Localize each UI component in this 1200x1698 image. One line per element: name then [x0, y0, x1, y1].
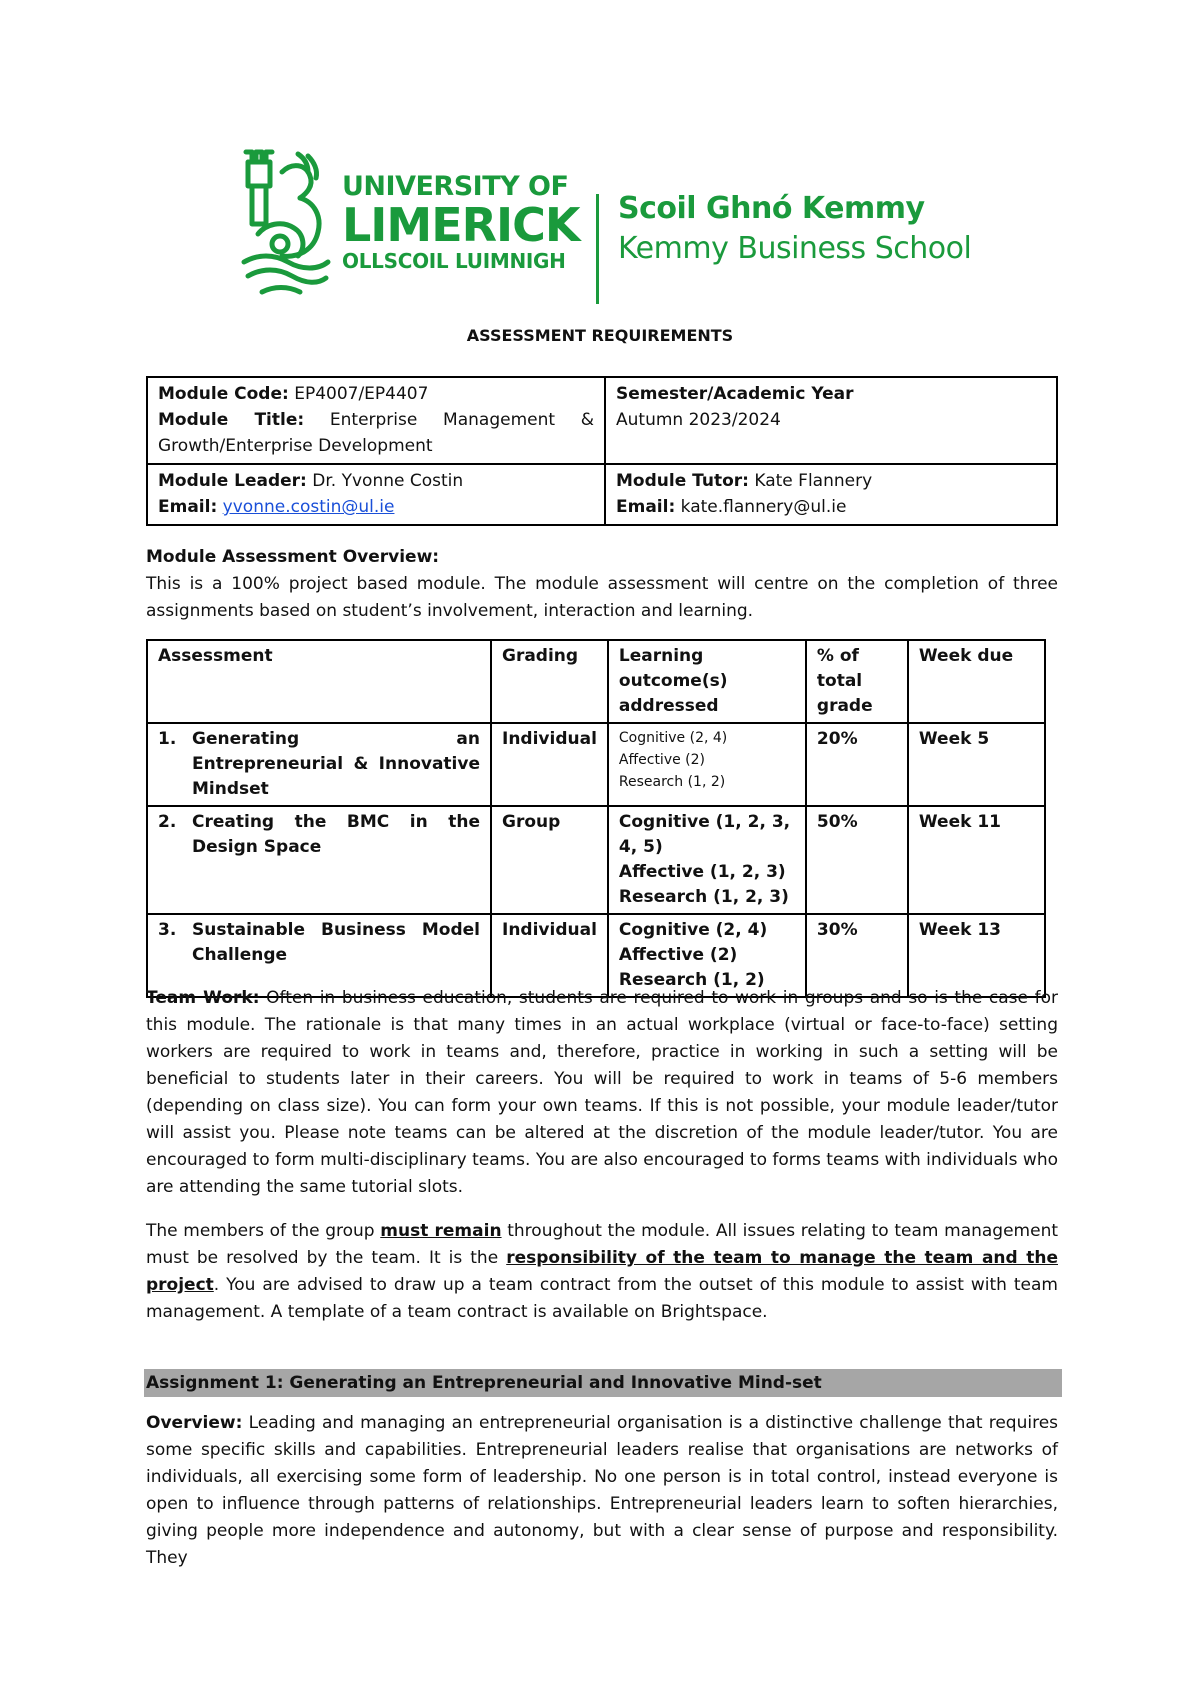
- header-learning-outcomes: Learning outcome(s) addressed: [608, 640, 806, 723]
- school-name-irish: Scoil Ghnó Kemmy: [618, 191, 925, 226]
- module-title-label: Module Title:: [158, 410, 305, 430]
- percent-cell: 30%: [806, 914, 908, 997]
- tutor-cell: [605, 464, 1057, 525]
- module-title-value-line2: Growth/Enterprise Development: [158, 436, 433, 456]
- overview-section: [146, 544, 1058, 625]
- members-emphasis-2: responsibility of the team to manage the team and the project: [146, 1248, 1058, 1295]
- assignment1-heading: Assignment 1: Generating an Entrepreneurial and Innovative Mind-set: [144, 1369, 1062, 1397]
- assessment-table: [146, 639, 1046, 998]
- outcome-affective: Affective (1, 2, 3): [618, 862, 786, 882]
- outcome-affective: Affective (2): [618, 752, 705, 768]
- outcome-research: Research (1, 2, 3): [618, 887, 789, 907]
- table-row: [147, 806, 1045, 914]
- module-code-value: EP4007/EP4407: [294, 384, 429, 404]
- week-cell: Week 5: [908, 723, 1045, 806]
- module-code-title-cell: [147, 377, 605, 464]
- grading-cell: Individual: [491, 723, 608, 806]
- tutor-email-value: kate.flannery@ul.ie: [680, 497, 847, 517]
- page-title: ASSESSMENT REQUIREMENTS: [466, 326, 734, 345]
- outcome-cognitive: Cognitive (2, 4): [618, 920, 768, 940]
- leader-label: Module Leader:: [158, 471, 307, 491]
- leader-email-label: Email:: [158, 497, 218, 517]
- header-percent: % of total grade: [806, 640, 908, 723]
- table-row: [147, 377, 1057, 464]
- week-cell: Week 13: [908, 914, 1045, 997]
- overview-text: This is a 100% project based module. The module assessment will centre on the completion of three assignments based on student’s involvement, interaction and learning.: [146, 574, 1058, 621]
- assessment-name-cell: [147, 723, 491, 806]
- university-name: [342, 172, 580, 274]
- university-crest-icon: [238, 142, 333, 304]
- logo-divider: [596, 194, 599, 304]
- module-code-label: Module Code:: [158, 384, 289, 404]
- teamwork-text: Often in business education, students are required to work in groups and so is the case for this module. The rationale is that many times in an actual workplace (virtual or face-to-face) setting workers are required to work in teams and, therefore, practice in working in such a setting will be beneficial to students later in their careers. You will be required to work in teams of 5-6 members (depending on class size). You can form your own teams. If this is not possible, your module leader/tutor will assist you. Please note teams can be altered at the discretion of the module leader/tutor. You are encouraged to form multi-disciplinary teams. You are also encouraged to forms teams with individuals who are attending the same tutorial slots.: [146, 988, 1058, 1197]
- outcome-research: Research (1, 2): [618, 774, 726, 790]
- university-logo: [238, 142, 978, 307]
- assignment1-overview-text: Leading and managing an entrepreneurial organisation is a distinctive challenge that requires some specific skills and capabilities. Entrepreneurial leaders realise that organisations are networks of individuals, all exercising some form of leadership. No one person is in total control, instead everyone is open to influence through patterns of relationships. Entrepreneurial leaders learn to soften hierarchies, giving people more independence and autonomy, but with a clear sense of purpose and responsibility. They: [146, 1413, 1059, 1568]
- row-number: 2.: [158, 812, 177, 832]
- assessment-name: Creating the BMC in the Design Space: [192, 812, 480, 857]
- outcomes-cell: [608, 723, 806, 806]
- outcome-cognitive: Cognitive (2, 4): [618, 730, 728, 746]
- module-code: [158, 381, 594, 407]
- header-week-due: Week due: [908, 640, 1045, 723]
- table-row: [147, 723, 1045, 806]
- school-name-english: Kemmy Business School: [618, 231, 972, 266]
- outcomes-cell: [608, 806, 806, 914]
- row-number: 1.: [158, 729, 177, 749]
- members-text-3: . You are advised to draw up a team contract from the outset of this module to assist with team management. A template of a team contract is available on Brightspace.: [146, 1275, 1058, 1322]
- members-paragraph: [146, 1218, 1058, 1326]
- table-row: [147, 464, 1057, 525]
- week-cell: Week 11: [908, 806, 1045, 914]
- grading-cell: Group: [491, 806, 608, 914]
- leader-value: Dr. Yvonne Costin: [312, 471, 464, 491]
- members-text-2: throughout the module. All issues relating to team management must be resolved by the team. It is the: [146, 1221, 1059, 1268]
- header-grading: Grading: [491, 640, 608, 723]
- leader-cell: [147, 464, 605, 525]
- members-text-1: The members of the group: [146, 1221, 375, 1241]
- logo-line-1: UNIVERSITY OF: [342, 171, 569, 202]
- header-assessment: Assessment: [147, 640, 491, 723]
- semester-value: Autumn 2023/2024: [616, 410, 781, 430]
- outcome-cognitive: Cognitive (1, 2, 3, 4, 5): [618, 812, 791, 857]
- teamwork-label: Team Work:: [146, 988, 260, 1008]
- tutor-email-label: Email:: [616, 497, 676, 517]
- assessment-name: Sustainable Business Model Challenge: [192, 920, 480, 965]
- assignment1-overview: [146, 1410, 1058, 1572]
- module-info-table: [146, 376, 1058, 526]
- overview-heading: Module Assessment Overview:: [146, 547, 440, 567]
- grading-cell: Individual: [491, 914, 608, 997]
- leader-email-link[interactable]: yvonne.costin@ul.ie: [222, 497, 395, 517]
- school-name: [618, 188, 971, 268]
- row-number: 3.: [158, 920, 177, 940]
- tutor-value: Kate Flannery: [754, 471, 873, 491]
- module-title: [158, 407, 594, 433]
- percent-cell: 20%: [806, 723, 908, 806]
- semester-cell: [605, 377, 1057, 464]
- percent-cell: 50%: [806, 806, 908, 914]
- outcome-research: Research (1, 2): [618, 970, 765, 990]
- outcome-affective: Affective (2): [618, 945, 738, 965]
- teamwork-paragraph: [146, 985, 1058, 1201]
- members-emphasis-1: must remain: [380, 1221, 502, 1241]
- assessment-name-cell: [147, 806, 491, 914]
- tutor-label: Module Tutor:: [616, 471, 749, 491]
- logo-line-3: OLLSCOIL LUIMNIGH: [342, 249, 566, 273]
- table-header-row: [147, 640, 1045, 723]
- module-title-value-line1: Enterprise Management &: [329, 410, 595, 430]
- semester-label: Semester/Academic Year: [616, 384, 854, 404]
- logo-line-2: LIMERICK: [342, 198, 580, 252]
- assessment-name: Generating an Entrepreneurial & Innovative Mindset: [192, 729, 480, 799]
- assignment1-overview-label: Overview:: [146, 1413, 243, 1433]
